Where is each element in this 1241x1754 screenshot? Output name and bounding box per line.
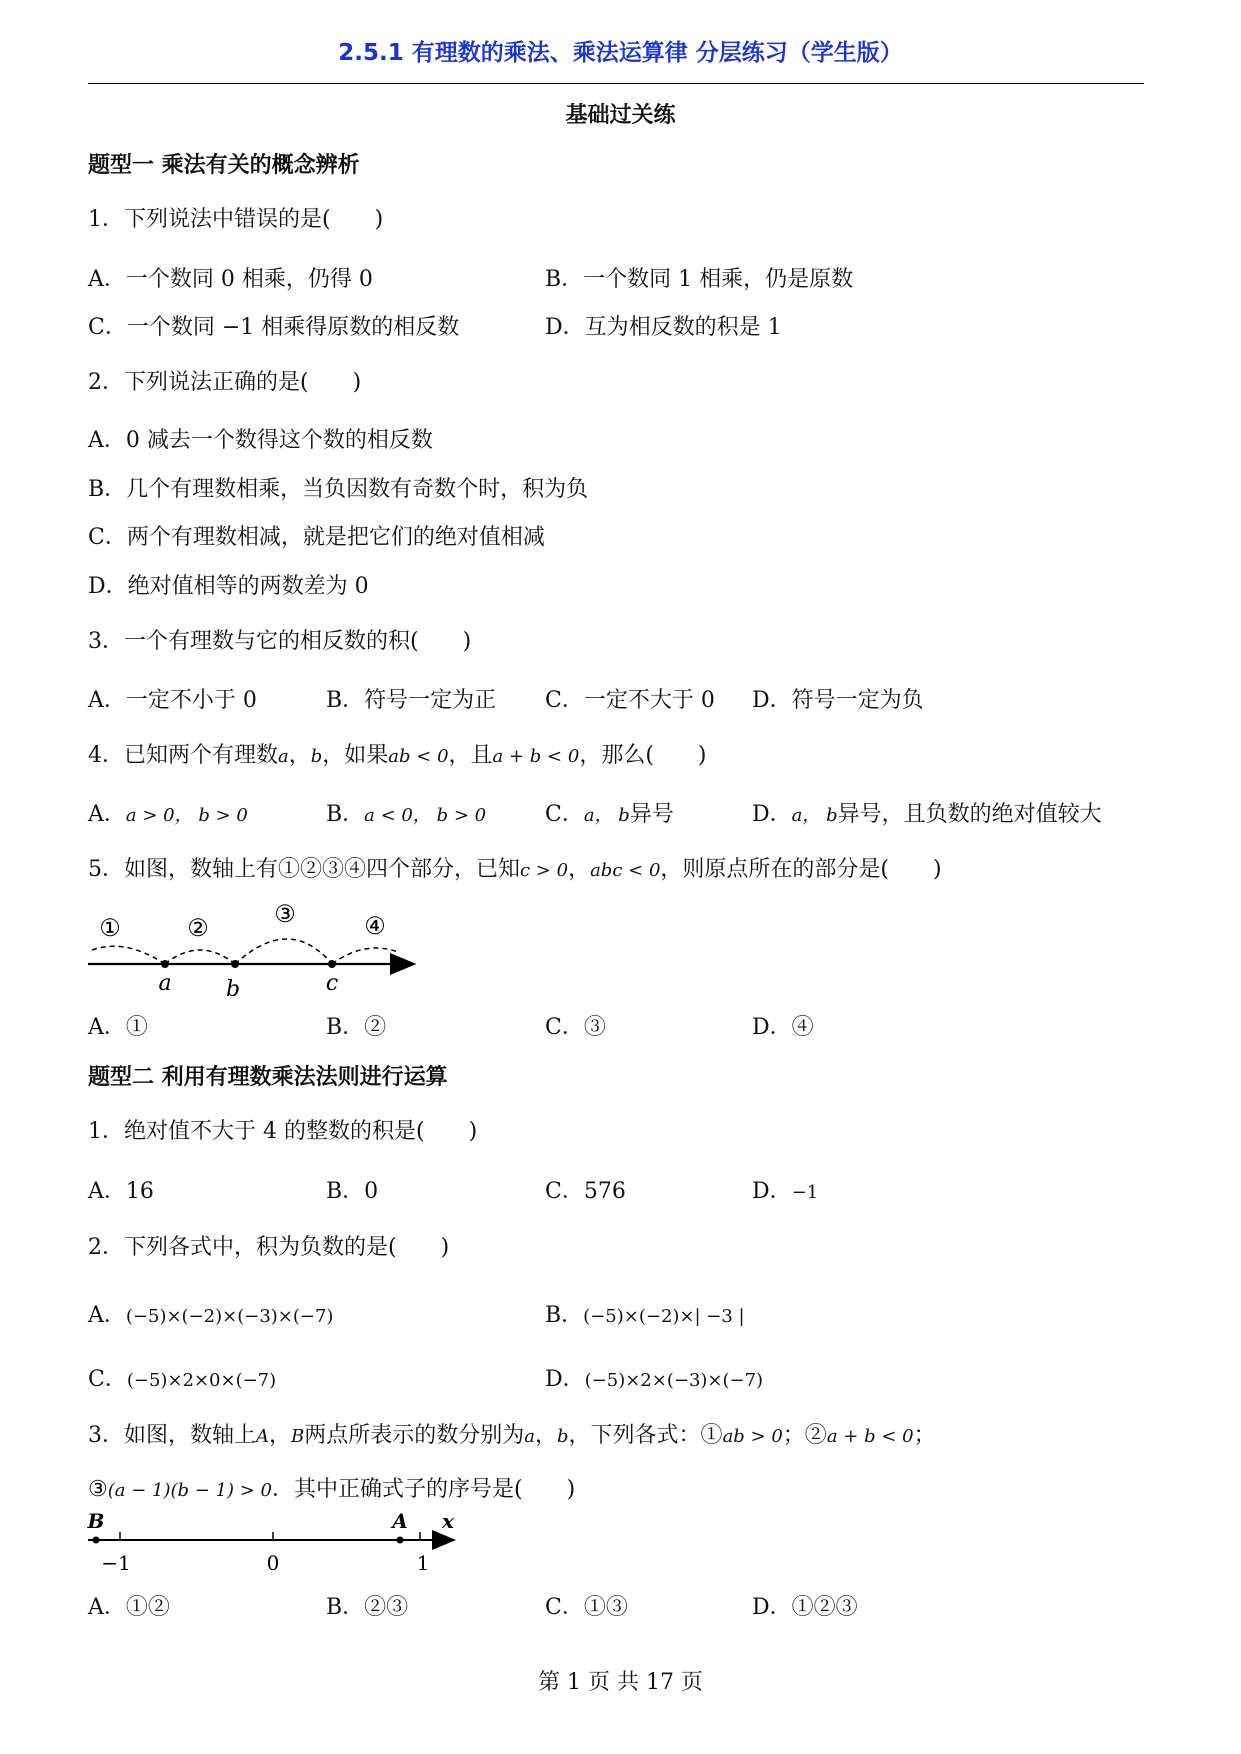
t1-q2-option-c: C．两个有理数相减，就是把它们的绝对值相减 [88,525,545,550]
t2-q3-option-a: A．①② [88,1595,170,1620]
t1-q2-option-a: A．0 减去一个数得这个数的相反数 [88,428,433,453]
point-b-label: b [225,977,241,1002]
t1-q3-option-b: B．符号一定为正 [326,688,497,713]
t1-q5-option-a: A．① [88,1015,148,1040]
document-title: 2.5.1 有理数的乘法、乘法运算律 分层练习（学生版） [338,40,903,66]
t1-q2-option-b: B．几个有理数相乘，当负因数有奇数个时，积为负 [88,477,589,502]
t2-q1-option-b: B．0 [326,1179,379,1204]
t1-q1-option-b: B．一个数同 1 相乘，仍是原数 [545,267,854,292]
t1-q5-option-d: D．④ [752,1015,814,1040]
page-number: 第 1 页 共 17 页 [538,1670,703,1695]
section-subtitle: 基础过关练 [565,103,676,128]
point-b-dot [93,1537,100,1544]
t1-q2-stem: 2．下列说法正确的是( ) [88,370,362,395]
t1-q1-option-d: D．互为相反数的积是 1 [545,315,782,340]
region-arc-1 [92,946,165,964]
point-b-dot [231,960,239,968]
t1-q3-option-d: D．符号一定为负 [752,688,924,713]
t2-q3-option-d: D．①②③ [752,1595,858,1620]
t1-q1-option-c: C．一个数同 −1 相乘得原数的相反数 [88,315,460,340]
t1-q1-option-a: A．一个数同 0 相乘，仍得 0 [88,267,373,292]
t1-q3-option-a: A．一定不小于 0 [88,688,257,713]
t2-q1-option-d: D．−1 [752,1179,819,1204]
t1-q4-option-a: A．a > 0， b > 0 [88,802,248,827]
type2-heading: 题型二 利用有理数乘法法则进行运算 [88,1065,448,1090]
t2-q1-stem: 1．绝对值不大于 4 的整数的积是( ) [88,1119,478,1144]
point-c-dot [328,960,336,968]
t2-q3-stem-line1: 3．如图，数轴上A，B两点所表示的数分别为a，b，下列各式：①ab > 0；②a + b < 0； [88,1423,936,1448]
point-a-label: a [158,971,172,996]
t2-q2-option-a: A．(−5)×(−2)×(−3)×(−7) [88,1303,334,1328]
region-label-3: ③ [274,900,296,928]
point-c-label: c [325,971,339,996]
t2-q2-option-d: D．(−5)×2×(−3)×(−7) [545,1367,764,1392]
t1-q1-stem: 1．下列说法中错误的是( ) [88,207,384,232]
t1-q5-number-line-figure [80,900,430,1010]
t1-q4-stem: 4．已知两个有理数a，b，如果ab < 0，且a + b < 0，那么( ) [88,743,707,768]
point-a-label: A [392,1512,408,1533]
region-arc-4 [332,948,398,964]
type1-heading: 题型一 乘法有关的概念辨析 [88,153,360,178]
t1-q5-option-c: C．③ [545,1015,606,1040]
t1-q4-option-b: B．a < 0， b > 0 [326,802,487,827]
region-arc-2 [165,950,235,964]
t1-q3-option-c: C．一定不大于 0 [545,688,715,713]
t2-q3-stem-line2: ③(a − 1)(b − 1) > 0．其中正确式子的序号是( ) [88,1477,576,1502]
t1-q3-stem: 3．一个有理数与它的相反数的积( ) [88,629,472,654]
t2-q3-option-b: B．②③ [326,1595,409,1620]
region-label-2: ② [187,914,209,942]
t2-q1-option-c: C．576 [545,1179,626,1204]
region-arc-3 [235,939,332,964]
t2-q1-option-a: A．16 [88,1179,154,1204]
point-b-label: B [87,1512,105,1533]
region-label-4: ④ [364,912,386,940]
t1-q4-option-c: C．a， b异号 [545,802,674,827]
t2-q3-option-c: C．①③ [545,1595,628,1620]
t2-q2-option-b: B．(−5)×(−2)×| −3 | [545,1303,745,1328]
header-rule [88,83,1144,84]
t2-q2-stem: 2．下列各式中，积为负数的是( ) [88,1235,450,1260]
region-label-1: ① [99,914,121,942]
t2-q2-option-c: C．(−5)×2×0×(−7) [88,1367,277,1392]
tick-label-minus-1: −1 [101,1551,131,1575]
tick-label-0: 0 [266,1551,280,1575]
point-a-dot [161,960,169,968]
t1-q2-option-d: D．绝对值相等的两数差为 0 [88,574,369,599]
point-a-dot [397,1537,404,1544]
axis-x-label: x [442,1512,454,1533]
t1-q5-stem: 5．如图，数轴上有①②③④四个部分，已知c > 0，abc < 0，则原点所在的部分是( ) [88,857,942,882]
t2-q3-number-line-figure [80,1512,470,1582]
t1-q5-option-b: B．② [326,1015,387,1040]
t1-q4-option-d: D．a， b异号，且负数的绝对值较大 [752,802,1102,827]
tick-label-1: 1 [416,1551,430,1575]
